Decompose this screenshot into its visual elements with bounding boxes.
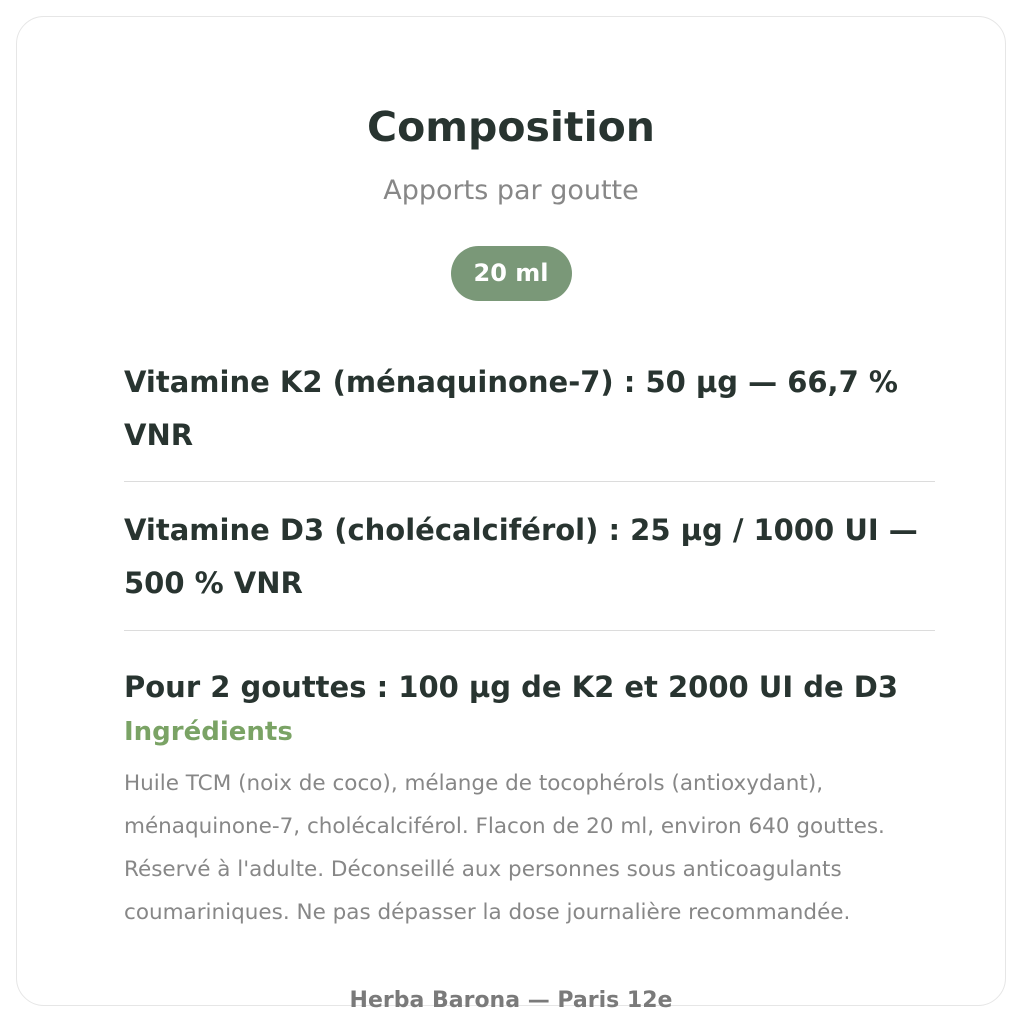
page-title: Composition [367,103,655,151]
ingredients-title: Ingrédients [124,717,293,747]
composition-row-dosage: Pour 2 gouttes : 100 µg de K2 et 2000 UI de D3 [124,670,899,704]
composition-row-d3: Vitamine D3 (cholécalciférol) : 25 µg / 1000 UI — 500 % VNR [124,482,935,631]
footer-brand: Herba Barona — Paris 12e [349,988,673,1013]
composition-row-k2: Vitamine K2 (ménaquinone-7) : 50 µg — 66,7 % VNR [124,353,935,482]
volume-badge: 20 ml [451,246,572,301]
ingredients-text: Huile TCM (noix de coco), mélange de tocophérols (antioxydant), ménaquinone-7, cholécalciférol. Flacon de 20 ml, environ 640 gouttes. Réservé à l'adulte. Déconseillé aux personnes sous anticoagulants coumariniques. Ne pas dépasser la dose journalière recommandée. [124,771,885,925]
volume-badge-container [17,246,1005,301]
ingredients-section [124,714,935,934]
composition-list [124,353,935,714]
composition-card [16,16,1006,1013]
page-subtitle: Apports par goutte [383,175,639,206]
